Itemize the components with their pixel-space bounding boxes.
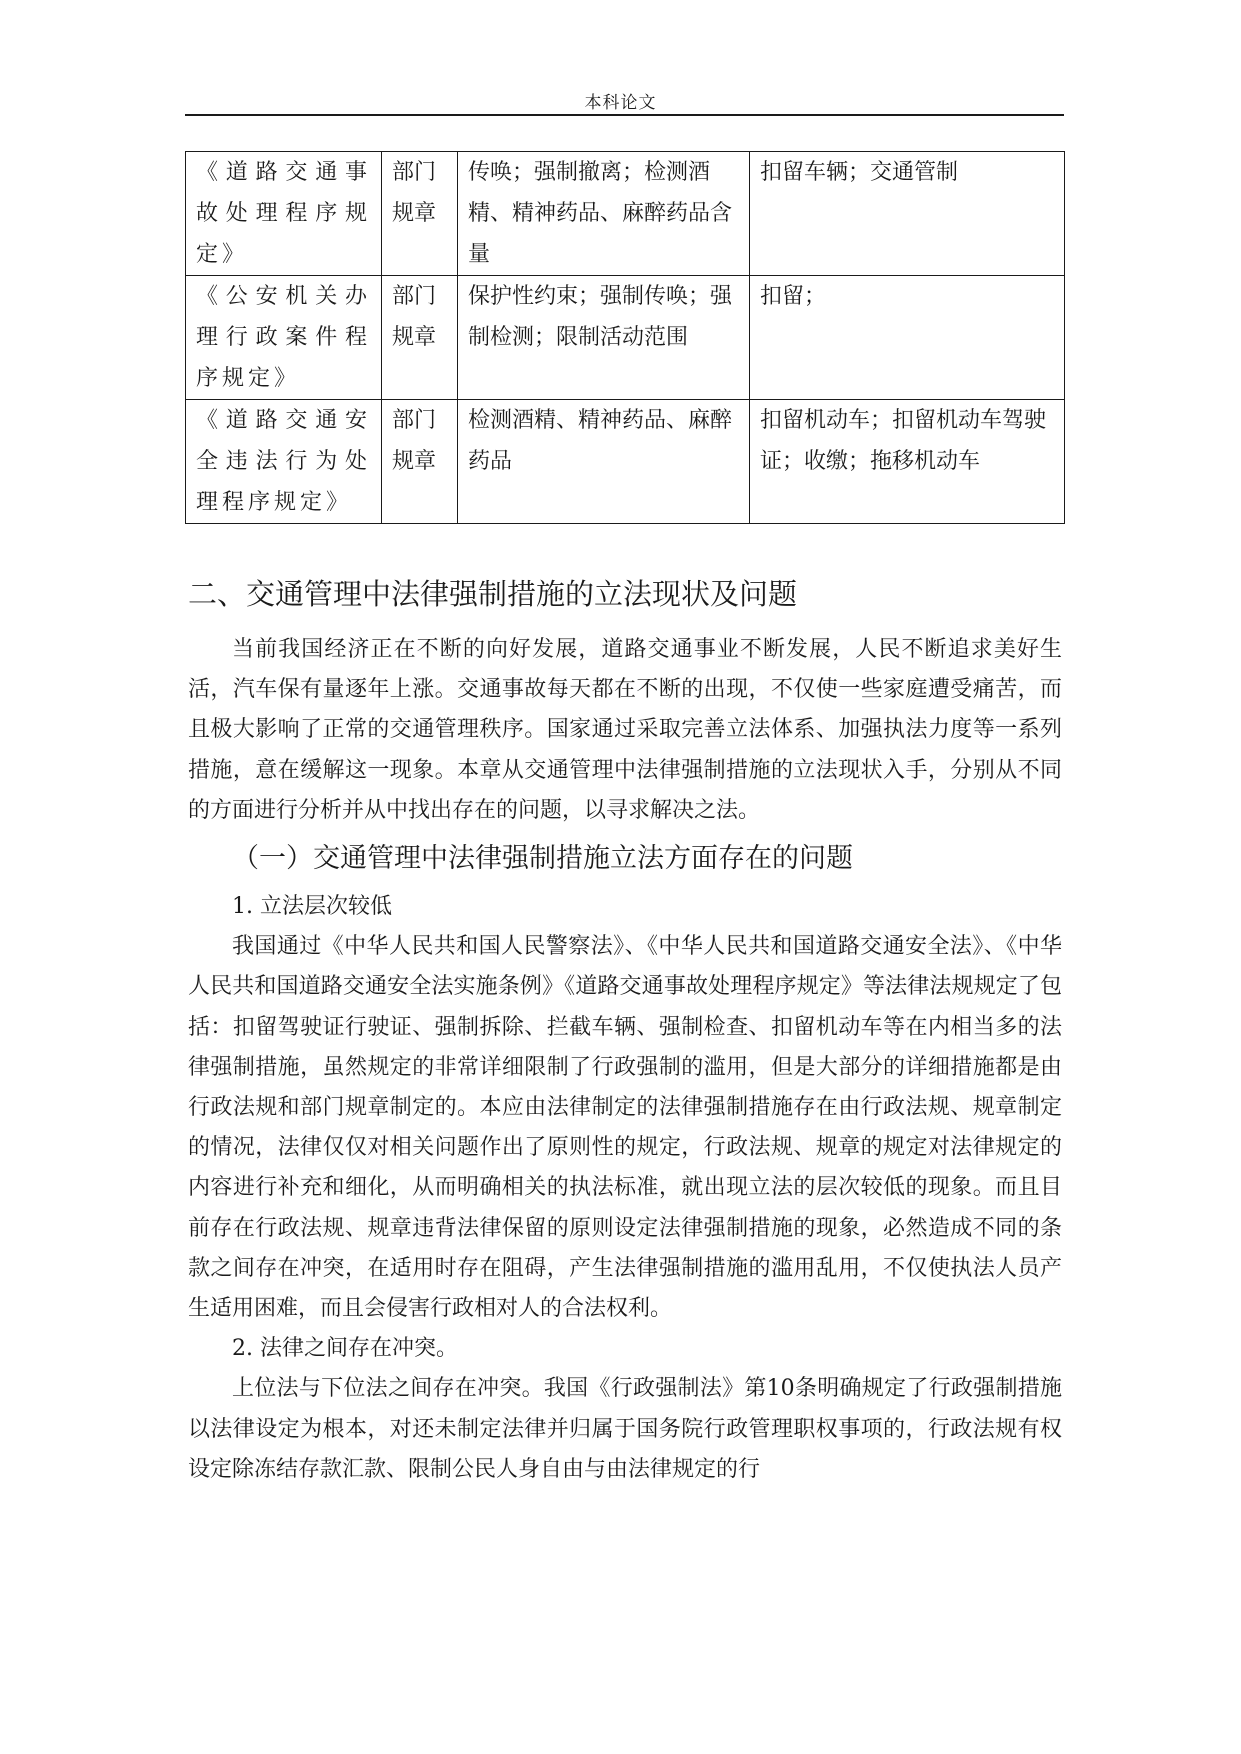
table-cell-level: 部门规章 xyxy=(382,152,458,276)
item-1-heading: 1. 立法层次较低 xyxy=(232,894,392,920)
table-cell-name: 《道路交通事故处理程序规定》 xyxy=(186,152,382,276)
table-cell-personal-measures: 保护性约束；强制传唤；强制检测；限制活动范围 xyxy=(458,276,750,400)
table-cell-personal-measures: 传唤；强制撤离；检测酒精、精神药品、麻醉药品含量 xyxy=(458,152,750,276)
section-heading: 二、交通管理中法律强制措施的立法现状及问题 xyxy=(188,577,798,611)
law-measures-table xyxy=(185,151,1065,524)
header-rule xyxy=(185,114,1064,116)
table-row xyxy=(186,152,1065,276)
table-cell-property-measures: 扣留机动车；扣留机动车驾驶证；收缴；拖移机动车 xyxy=(750,400,1065,524)
subsection-heading: （一）交通管理中法律强制措施立法方面存在的问题 xyxy=(232,843,853,875)
table-cell-level: 部门规章 xyxy=(382,276,458,400)
table-cell-property-measures: 扣留； xyxy=(750,276,1065,400)
table-cell-level: 部门规章 xyxy=(382,400,458,524)
section-intro-paragraph: 当前我国经济正在不断的向好发展，道路交通事业不断发展，人民不断追求美好生活，汽车保有量逐年上涨。交通事故每天都在不断的出现，不仅使一些家庭遭受痛苦，而且极大影响了正常的交通管理秩序。国家通过采取完善立法体系、加强执法力度等一系列措施，意在缓解这一现象。本章从交通管理中法律强制措施的立法现状入手，分别从不同的方面进行分析并从中找出存在的问题，以寻求解决之法。 xyxy=(188,637,1062,823)
table-cell-name: 《道路交通安全违法行为处理程序规定》 xyxy=(186,400,382,524)
table-cell-personal-measures: 检测酒精、精神药品、麻醉药品 xyxy=(458,400,750,524)
item-2-heading: 2. 法律之间存在冲突。 xyxy=(232,1336,458,1362)
table-row xyxy=(186,276,1065,400)
item-1-paragraph: 我国通过《中华人民共和国人民警察法》、《中华人民共和国道路交通安全法》、《中华人民共和国道路交通安全法实施条例》《道路交通事故处理程序规定》等法律法规规定了包括：扣留驾驶证行驶证、强制拆除、拦截车辆、强制检查、扣留机动车等在内相当多的法律强制措施，虽然规定的非常详细限制了行政强制的滥用，但是大部分的详细措施都是由行政法规和部门规章制定的。本应由法律制定的法律强制措施存在由行政法规、规章制定的情况，法律仅仅对相关问题作出了原则性的规定，行政法规、规章的规定对法律规定的内容进行补充和细化，从而明确相关的执法标准，就出现立法的层次较低的现象。而且目前存在行政法规、规章违背法律保留的原则设定法律强制措施的现象，必然造成不同的条款之间存在冲突，在适用时存在阻碍，产生法律强制措施的滥用乱用，不仅使执法人员产生适用困难，而且会侵害行政相对人的合法权利。 xyxy=(188,934,1062,1322)
main-content xyxy=(188,572,1062,1490)
table-cell-property-measures: 扣留车辆；交通管制 xyxy=(750,152,1065,276)
page-header: 本科论文 xyxy=(584,93,657,113)
table-row xyxy=(186,400,1065,524)
item-2-paragraph: 上位法与下位法之间存在冲突。我国《行政强制法》第10条明确规定了行政强制措施以法律设定为根本，对还未制定法律并归属于国务院行政管理职权事项的，行政法规有权设定除冻结存款汇款、限制公民人身自由与由法律规定的行 xyxy=(188,1376,1062,1482)
table-cell-name: 《公安机关办理行政案件程序规定》 xyxy=(186,276,382,400)
